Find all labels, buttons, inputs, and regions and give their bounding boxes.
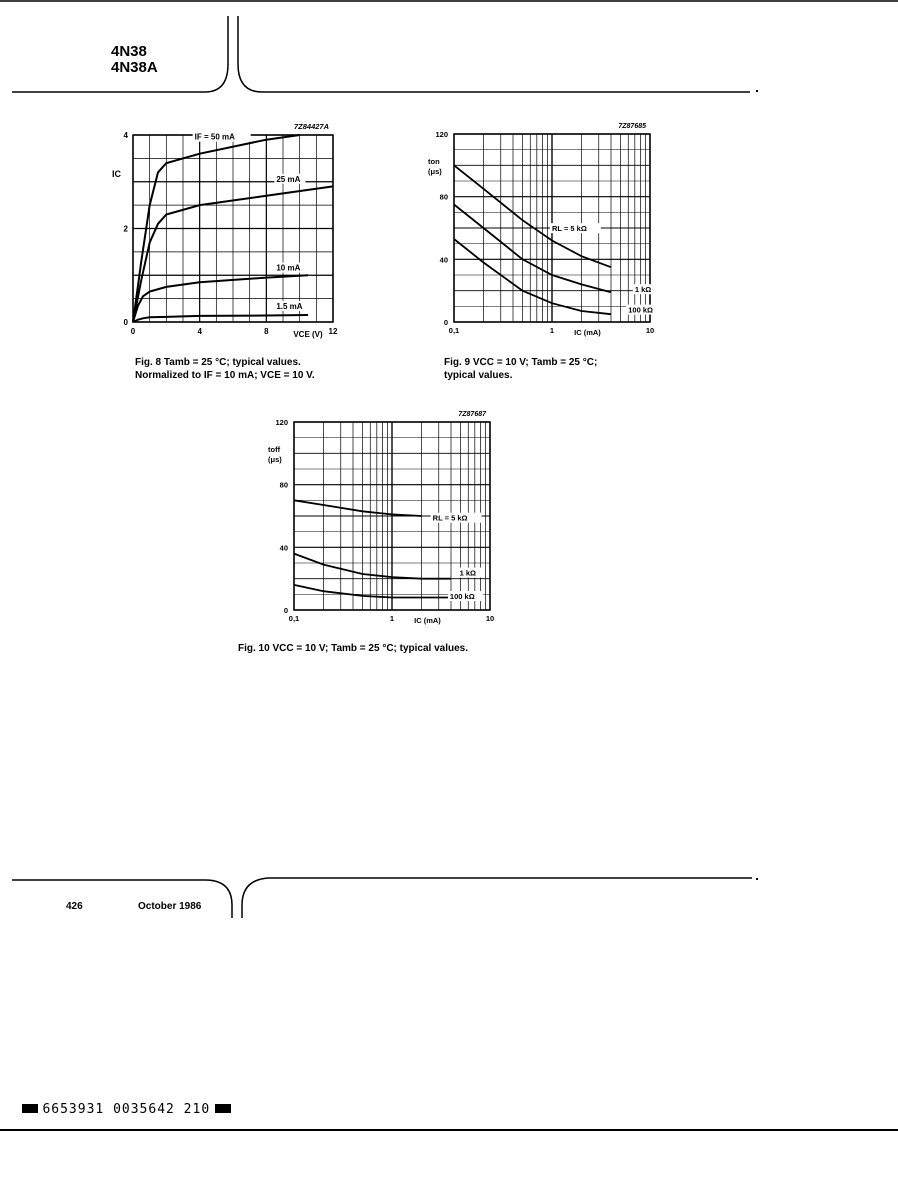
x-axis-label: IC (mA) [414,616,441,625]
y-tick-label: 0 [283,606,288,615]
caption-line: Fig. 8 Tamb = 25 °C; typical values. [135,357,301,368]
caption-line: typical values. [444,370,513,381]
series-line [454,205,611,293]
y-tick-label: 120 [435,130,448,139]
y-axis-label: IC [112,169,121,179]
y-tick-label: 40 [279,543,288,553]
barcode-block [215,1104,231,1113]
y-axis-label: ton [428,157,440,166]
barcode-strip [22,1100,231,1118]
figure-code: 7Z87687 [458,411,486,418]
series-line [454,239,611,314]
fig9-caption [444,356,597,382]
series-line [294,500,422,516]
y-axis-label: toff [268,445,281,454]
series-line [454,165,611,267]
barcode-block [22,1104,38,1113]
y-tick-label: 2 [123,224,128,234]
figure-code: 7Z87685 [618,123,646,130]
x-tick-label: 0,1 [288,614,300,623]
series-label: 1 kΩ [634,285,652,295]
part-number-header [111,44,158,76]
y-tick-label: 40 [439,255,448,265]
series-line [294,554,451,579]
y-tick-label: 80 [439,192,448,202]
y-axis-label: (μs) [268,455,282,464]
series-label: 100 kΩ [449,592,475,602]
x-tick-label: 12 [328,327,338,336]
fig8-chart [100,118,370,348]
series-line [133,315,308,322]
fig10-chart [250,406,510,636]
x-tick-label: 1 [549,326,555,335]
x-tick-label: 0,1 [448,326,460,335]
x-axis-label: VCE (V) [293,330,323,339]
barcode-number: 6653931 0035642 210 [42,1102,211,1117]
series-label: 25 mA [276,174,301,184]
x-tick-label: 10 [485,614,495,623]
part-number: 4N38A [111,59,158,76]
series-label: 100 kΩ [628,305,654,315]
y-tick-label: 120 [275,418,288,427]
caption-line: Fig. 9 VCC = 10 V; Tamb = 25 °C; [444,357,598,368]
x-tick-label: 4 [197,327,202,336]
y-tick-label: 80 [279,480,288,490]
series-label: RL = 5 kΩ [552,224,587,234]
fig8-caption [135,356,315,382]
x-tick-label: 0 [130,327,136,336]
figure-code: 7Z84427A [293,122,329,131]
page-number: 426 [66,901,83,912]
fig10-caption [238,642,468,655]
series-label: 1 kΩ [459,568,477,578]
series-label: 10 mA [276,263,301,273]
y-axis-label: (μs) [428,167,442,176]
caption-line: Fig. 10 VCC = 10 V; Tamb = 25 °C; typical values. [238,643,469,654]
y-tick-label: 0 [443,318,448,327]
x-axis-label: IC (mA) [574,328,601,337]
series-label: 1.5 mA [276,301,303,311]
caption-line: Normalized to IF = 10 mA; VCE = 10 V. [135,370,315,381]
x-tick-label: 8 [264,327,269,336]
series-label: RL = 5 kΩ [432,513,468,523]
y-tick-label: 0 [123,318,128,327]
x-tick-label: 10 [645,326,655,335]
series-label: IF = 50 mA [194,132,235,142]
fig9-chart [410,118,670,348]
y-tick-label: 4 [123,131,128,140]
part-number: 4N38 [111,43,147,60]
x-tick-label: 1 [389,614,395,623]
series-line [294,585,451,598]
issue-date: October 1986 [138,901,202,912]
